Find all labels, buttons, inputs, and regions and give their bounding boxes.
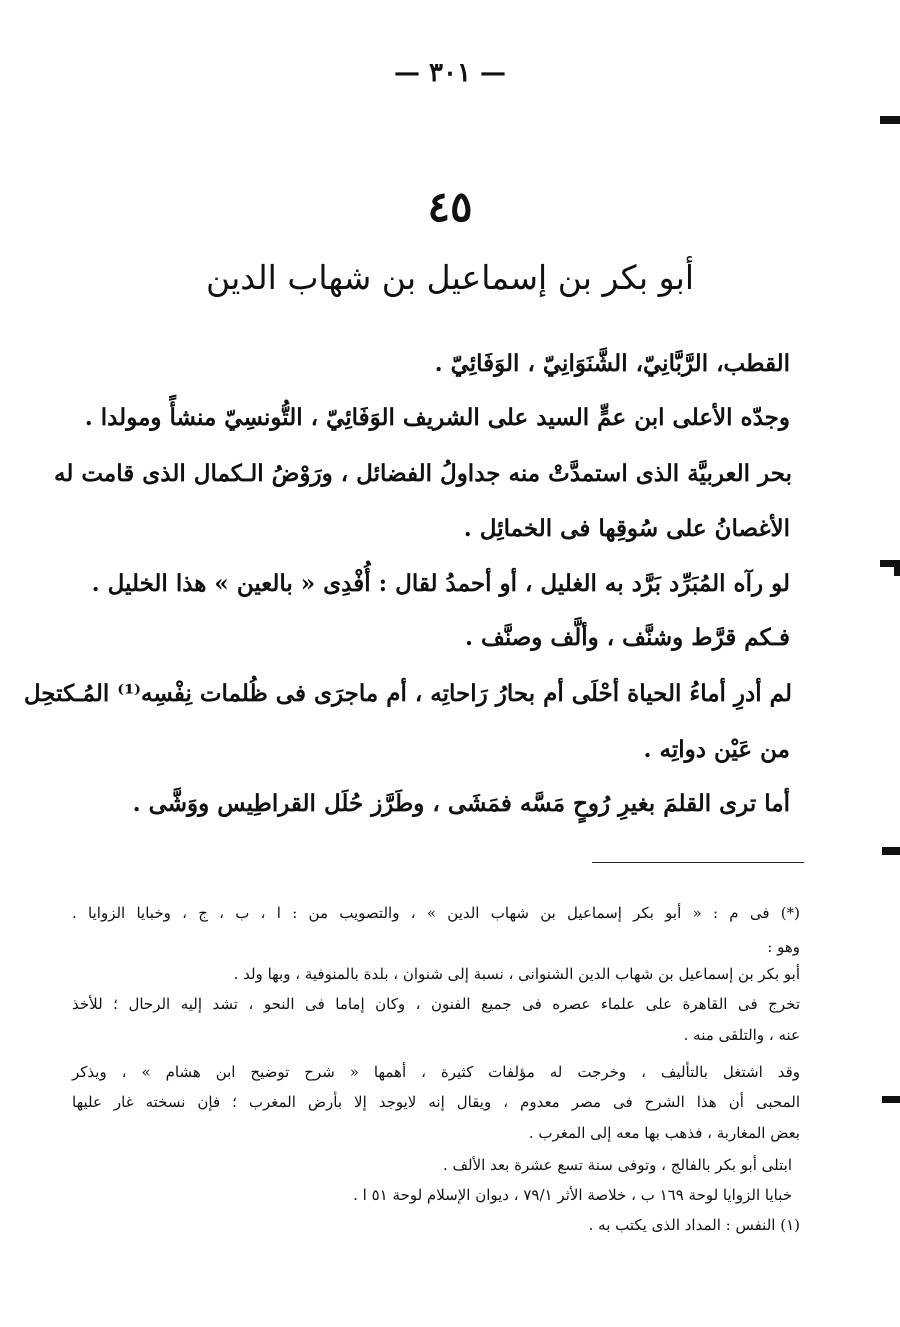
body-line: فـكم قرَّط وشنَّف ، وألَّف وصنَّف . — [465, 624, 790, 651]
body-line: أما ترى القلمَ بغيرِ رُوحٍ مَسَّه فمَشَى ، وطَرَّز حُلَل القراطِيس ووَشَّى . — [132, 790, 790, 817]
footnote-line: أبو بكر بن إسماعيل بن شهاب الدين الشنوانى ، نسبة إلى شنوان ، بلدة بالمنوفية ، وبها ولد . — [233, 965, 800, 983]
footnote-line: وهو : — [767, 938, 800, 956]
body-line: لم أدرِ أماءُ الحياة أحْلَى أم بحارُ رَاحاتِه ، أم ماجرَى فى ظُلمات نِفْسِه⁽¹⁾ المُـكتحِل — [23, 680, 792, 707]
footnote-line: ابتلى أبو بكر بالفالج ، وتوفى سنة تسع عشرة بعد الألف . — [442, 1156, 792, 1174]
entry-title: أبو بكر بن إسماعيل بن شهاب الدين — [206, 258, 694, 297]
scan-edge-mark — [882, 847, 900, 855]
body-line: وجدّه الأعلى ابن عمٍّ السيد على الشريف الوَفَائِيّ ، التُّونسِيّ منشأً ومولدا . — [84, 404, 790, 431]
footnote-line: عنه ، والتلقى منه . — [683, 1026, 800, 1044]
footnote-separator — [592, 862, 804, 863]
scan-edge-mark — [894, 560, 900, 576]
scan-edge-mark — [882, 1096, 900, 1103]
entry-number: ٤٥ — [427, 182, 473, 231]
footnote-line: بعض المغاربة ، فذهب بها معه إلى المغرب . — [528, 1124, 800, 1142]
footnote-line: تخرج فى القاهرة على علماء عصره فى جميع الفنون ، وكان إماما فى النحو ، تشد إليه الرحال ؛ للأخذ — [72, 995, 800, 1013]
scan-edge-mark — [880, 116, 900, 124]
footnote-line: المحبى أن هذا الشرح فى مصر معدوم ، ويقال إنه لايوجد إلا بأرض المغرب ؛ فإن نسخته غار عليها — [72, 1093, 800, 1111]
body-line: الأغصانُ على سُوقِها فى الخمائِل . — [463, 515, 790, 542]
footnote-line: (*) فى م : « أبو بكر إسماعيل بن شهاب الدين » ، والتصويب من : ا ، ب ، ج ، وخبايا الزوايا . — [72, 904, 800, 922]
footnote-line: خبايا الزوايا لوحة ١٦٩ ب ، خلاصة الأثر ٧٩/١ ، ديوان الإسلام لوحة ٥١ ا . — [353, 1186, 792, 1204]
body-line: القطب، الرَّبَّانِيّ، الشَّنَوَانِيّ ، الوَفَائِيّ . — [434, 350, 790, 377]
body-line: بحر العربيَّة الذى استمدَّتْ منه جداولُ الفضائل ، ورَوْضُ الـكمال الذى قامت له — [54, 460, 792, 487]
footnote-line: وقد اشتغل بالتأليف ، وخرجت له مؤلفات كثيرة ، أهمها « شرح توضيح ابن هشام » ، ويذكر — [72, 1063, 800, 1081]
page-number: — ٣٠١ — — [393, 58, 507, 88]
footnote-line: (١) النفس : المداد الذى يكتب به . — [588, 1216, 800, 1234]
body-line: لو رآه المُبَرِّد بَرَّد به الغليل ، أو أحمدُ لقال : أُفْدِى « بالعين » هذا الخليل . — [91, 570, 790, 597]
body-line: من عَيْن دواتِه . — [643, 736, 790, 763]
